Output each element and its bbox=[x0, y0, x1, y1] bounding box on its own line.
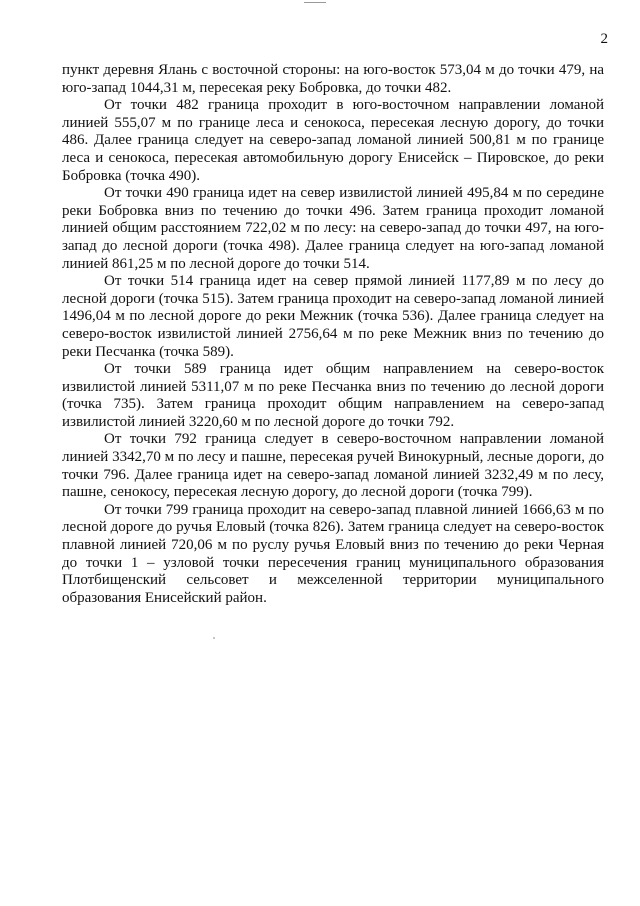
paragraph-point-792: От точки 792 граница следует в северо-восточном направлении ломаной линией 3342,70 м по лесу и пашне, пересекая ручей Винокурный, лесные дороги, до точки 796. Далее граница идет на северо-запад ломаной линией 3232,49 м по лесу, пашне, сенокосу, пересекая лесную дорогу, до лесной дороги (точка 799). bbox=[62, 431, 604, 501]
paragraph-point-514: От точки 514 граница идет на север прямой линией 1177,89 м по лесу до лесной дороги (точка 515). Затем граница проходит на северо-запад ломаной линией 1496,04 м по лесной дороге до реки Межник (точка 536). Далее граница следует на северо-восток извилистой линией 2756,64 м по реке Межник вниз по течению до реки Песчанка (точка 589). bbox=[62, 273, 604, 360]
paragraph-point-589: От точки 589 граница идет общим направлением на северо-восток извилистой линией 5311,07 м по реке Песчанка вниз по течению до лесной дороги (точка 735). Затем граница проходит общим направлением на северо-запад извилистой линией 3220,60 м по лесной дороге до точки 792. bbox=[62, 361, 604, 430]
paragraph-point-490: От точки 490 граница идет на север извилистой линией 495,84 м по середине реки Бобровка вниз по течению до точки 496. Затем граница проходит ломаной линией общим расстоянием 722,02 м по лесу: на северо-запад до точки 497, на юго-запад до лесной дороги (точка 498). Далее граница следует на юго-запад ломаной линией 861,25 м по лесной дороге до точки 514. bbox=[62, 185, 604, 272]
paragraph-point-799: От точки 799 граница проходит на северо-запад плавной линией 1666,63 м по лесной дороге до ручья Еловый (точка 826). Затем граница следует на северо-восток плавной линией 720,06 м по руслу ручья Еловый вниз по течению до реки Черная до точки 1 – узловой точки пересечения границ муниципального образования Плотбищенский сельсовет и межселенной территории муниципального образования Енисейский район. bbox=[62, 501, 604, 606]
page-number: 2 bbox=[600, 31, 608, 47]
scan-edge-mark bbox=[304, 2, 326, 3]
scan-speck bbox=[213, 637, 215, 639]
paragraph-continuation: пункт деревня Ялань с восточной стороны: на юго-восток 573,04 м до точки 479, на юго-запад 1044,31 м, пересекая реку Бобровка, до точки 482. bbox=[62, 62, 604, 96]
paragraph-point-482: От точки 482 граница проходит в юго-восточном направлении ломаной линией 555,07 м по границе леса и сенокоса, пересекая лесную дорогу, до точки 486. Далее граница следует на северо-запад ломаной линией 500,81 м по границе леса и сенокоса, пересекая автомобильную дорогу Енисейск – Пировское, до реки Бобровка (точка 490). bbox=[62, 97, 604, 184]
document-body bbox=[62, 62, 604, 607]
